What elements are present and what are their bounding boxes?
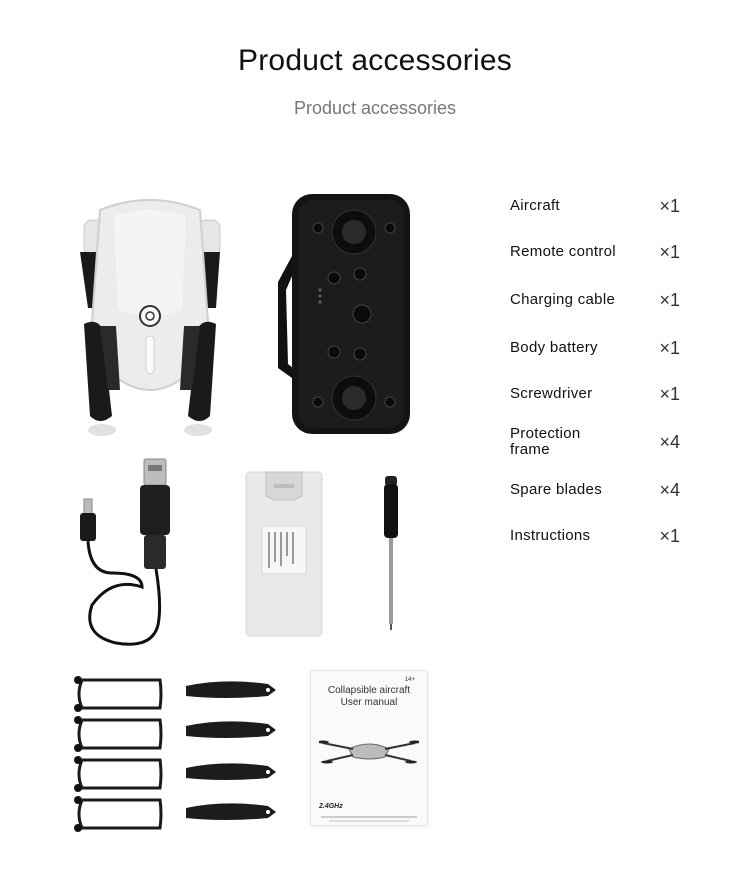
manual-fine-print-2 — [329, 820, 409, 822]
screwdriver-image — [378, 474, 404, 634]
manual-age-rating: 14+ — [404, 677, 415, 683]
list-item — [510, 186, 680, 226]
list-item — [510, 470, 680, 510]
manual-fine-print — [321, 816, 417, 818]
manual-title: Collapsible aircraft — [327, 685, 411, 696]
item-name: Remote control — [510, 243, 616, 260]
list-item — [510, 280, 680, 320]
instructions-manual — [310, 670, 428, 826]
list-item — [510, 374, 680, 414]
spare-blades-image — [184, 676, 280, 826]
item-name: Screwdriver — [510, 385, 593, 402]
remote-control-image — [272, 192, 412, 438]
item-quantity: ×1 — [659, 241, 680, 262]
item-name: Aircraft — [510, 197, 560, 214]
protection-frames-image — [72, 674, 172, 834]
item-name: Charging cable — [510, 291, 616, 308]
item-quantity: ×1 — [659, 383, 680, 404]
item-name: Instructions — [510, 527, 591, 544]
item-quantity: ×1 — [659, 525, 680, 546]
page-subtitle: Product accessories — [293, 98, 457, 118]
list-item — [510, 328, 680, 368]
item-name: Spare blades — [510, 481, 602, 498]
list-item — [510, 232, 680, 272]
item-name: Body battery — [510, 339, 598, 356]
manual-band-label: 2.4GHz — [319, 803, 343, 810]
item-quantity: ×4 — [659, 431, 680, 452]
item-quantity: ×1 — [659, 337, 680, 358]
manual-subtitle: User manual — [340, 697, 398, 708]
battery-image — [244, 470, 324, 638]
aircraft-image — [70, 190, 230, 440]
charging-cable-image — [72, 455, 182, 655]
list-item — [510, 422, 680, 462]
list-item — [510, 516, 680, 556]
item-quantity: ×1 — [659, 195, 680, 216]
item-quantity: ×4 — [659, 479, 680, 500]
item-quantity: ×1 — [659, 289, 680, 310]
page-title: Product accessories — [238, 44, 512, 77]
manual-drone-illustration — [319, 731, 419, 771]
item-name: Protection frame — [510, 425, 581, 458]
